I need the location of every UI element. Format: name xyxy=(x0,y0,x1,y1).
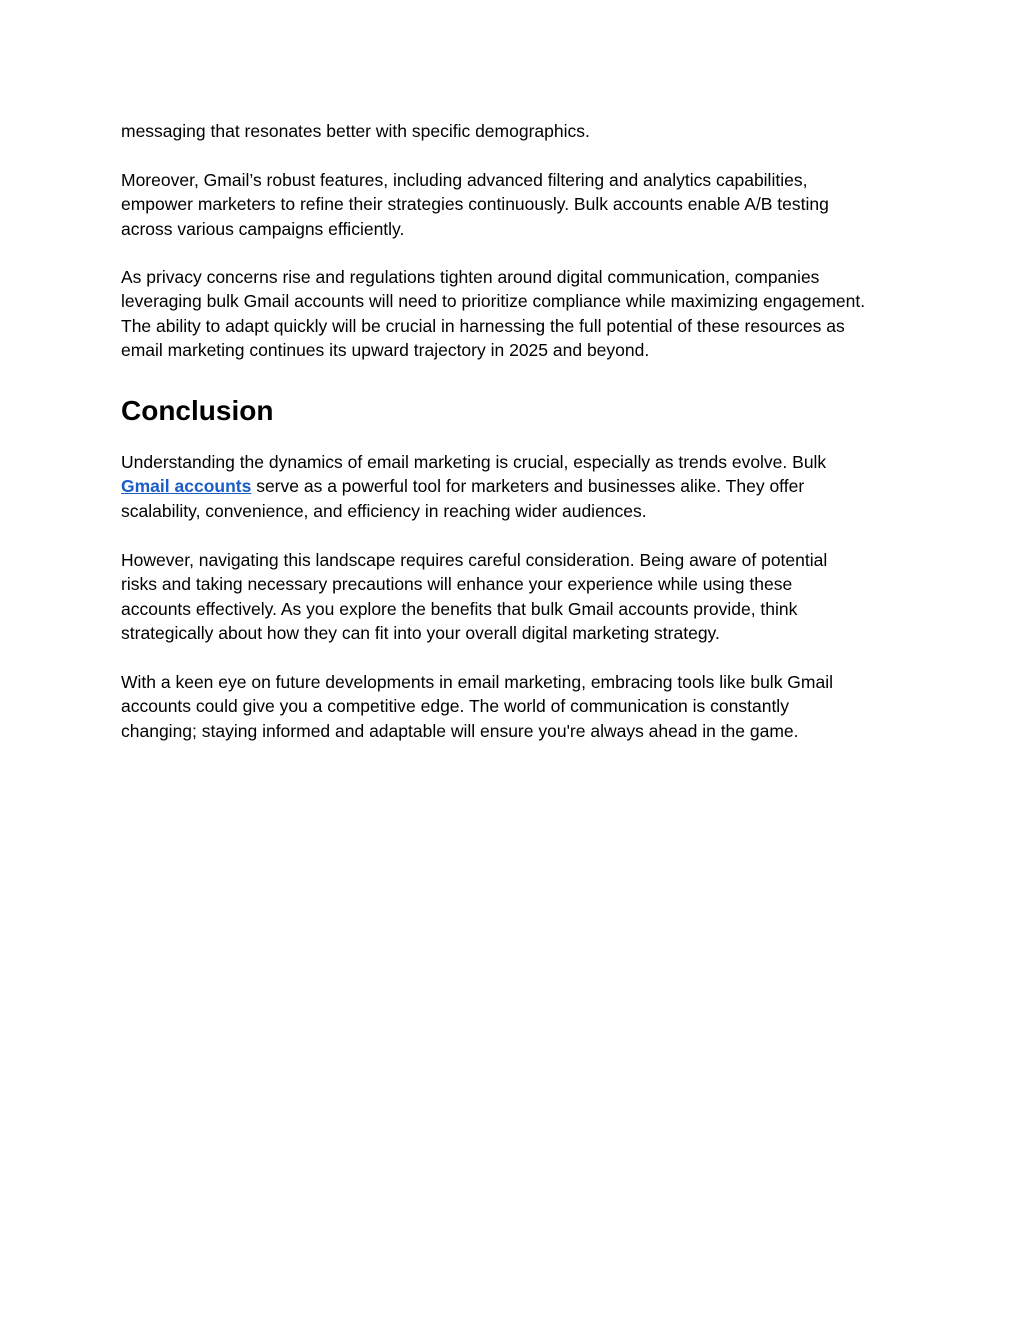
text-line: As privacy concerns rise and regulations tighten around digital communication, companies xyxy=(121,267,820,287)
text-line: accounts could give you a competitive edge. The world of communication is constantly xyxy=(121,696,789,717)
paragraph-gmail-features xyxy=(121,168,829,241)
text-line: across various campaigns efficiently. xyxy=(121,218,405,239)
conclusion-heading: Conclusion xyxy=(121,395,274,426)
paragraph-demographics xyxy=(121,119,590,143)
text-line xyxy=(121,474,826,498)
text-line: With a keen eye on future developments in email marketing, embracing tools like bulk Gmail xyxy=(121,672,834,692)
text-line: leveraging bulk Gmail accounts will need to prioritize compliance while maximizing engagement. xyxy=(121,291,866,312)
text-line: Moreover, Gmail’s robust features, including advanced filtering and analytics capabilities, xyxy=(121,170,808,190)
paragraph-privacy xyxy=(121,265,865,363)
text-line: strategically about how they can fit into your overall digital marketing strategy. xyxy=(121,623,720,644)
text-line: Understanding the dynamics of email marketing is crucial, especially as trends evolve. Bulk xyxy=(121,452,827,472)
gmail-accounts-link[interactable]: Gmail accounts xyxy=(121,476,252,497)
text-segment: serve as a powerful tool for marketers and businesses alike. They offer xyxy=(251,476,805,497)
paragraph-navigating xyxy=(121,548,827,646)
text-line: accounts effectively. As you explore the benefits that bulk Gmail accounts provide, think xyxy=(121,598,798,619)
text-line: The ability to adapt quickly will be crucial in harnessing the full potential of these resources as xyxy=(121,315,845,336)
paragraph-future xyxy=(121,670,833,743)
text-line: risks and taking necessary precautions will enhance your experience while using these xyxy=(121,574,793,595)
text-line: However, navigating this landscape requires careful consideration. Being aware of potential xyxy=(121,550,828,570)
text-line: empower marketers to refine their strategies continuously. Bulk accounts enable A/B testing xyxy=(121,194,829,215)
paragraph-understanding xyxy=(121,450,826,523)
text-line: messaging that resonates better with specific demographics. xyxy=(121,121,590,141)
text-line: changing; staying informed and adaptable will ensure you're always ahead in the game. xyxy=(121,720,799,741)
text-line: scalability, convenience, and efficiency in reaching wider audiences. xyxy=(121,500,647,521)
text-line: email marketing continues its upward trajectory in 2025 and beyond. xyxy=(121,340,650,361)
